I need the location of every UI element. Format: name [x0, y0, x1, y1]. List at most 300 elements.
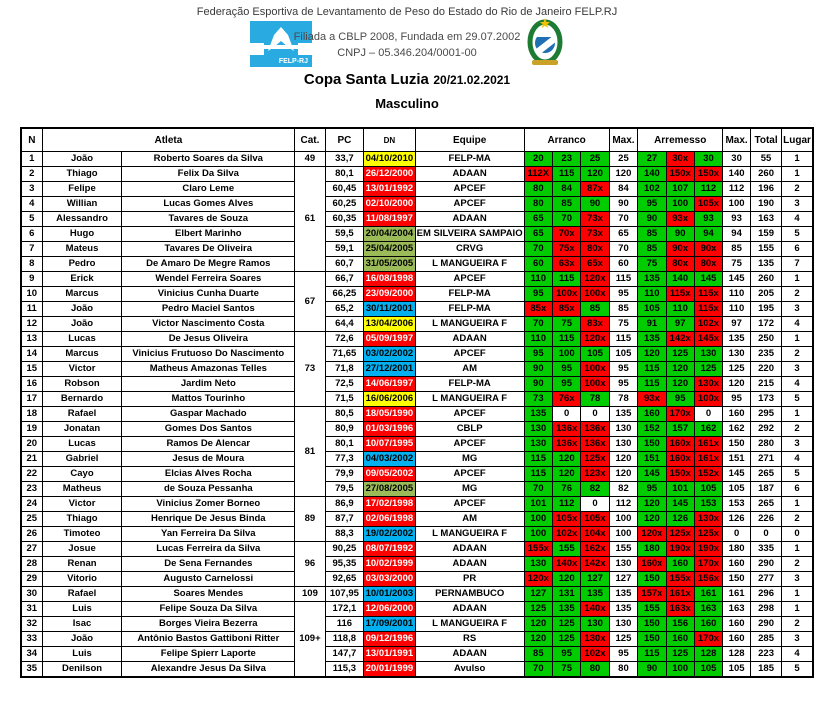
table-row [21, 197, 813, 212]
bodyweight-cell: 80,5 [325, 407, 363, 422]
athlete-last-name: De Jesus Oliveira [122, 332, 295, 347]
cleanjerk-attempt-3: 30 [694, 152, 722, 167]
snatch-attempt-3: 120 [581, 167, 609, 182]
team-cell: EM SILVEIRA SAMPAIO [415, 227, 524, 242]
place-cell: 1 [782, 602, 813, 617]
total-cell: 190 [751, 197, 782, 212]
bodyweight-cell: 65,2 [325, 302, 363, 317]
snatch-attempt-2: 84 [553, 182, 581, 197]
team-cell: L MANGUEIRA F [415, 527, 524, 542]
header-row [21, 128, 813, 152]
cleanjerk-attempt-3: 130 [694, 347, 722, 362]
bodyweight-cell: 72,5 [325, 377, 363, 392]
place-cell: 3 [782, 632, 813, 647]
birthdate-cell: 17/02/1998 [364, 497, 416, 512]
athlete-first-name: Vitorio [42, 572, 122, 587]
athlete-last-name: Mattos Tourinho [122, 392, 295, 407]
birthdate-cell: 03/02/2002 [364, 347, 416, 362]
snatch-attempt-2: 115 [553, 332, 581, 347]
athlete-last-name: Vinicius Cunha Duarte [122, 287, 295, 302]
place-cell: 3 [782, 437, 813, 452]
place-cell: 1 [782, 587, 813, 602]
snatch-attempt-1: 70 [524, 242, 552, 257]
bodyweight-cell: 118,8 [325, 632, 363, 647]
cleanjerk-attempt-3: 170x [694, 557, 722, 572]
snatch-attempt-1: 100 [524, 512, 552, 527]
snatch-attempt-3: 125x [581, 452, 609, 467]
bodyweight-cell: 71,8 [325, 362, 363, 377]
bodyweight-cell: 115,3 [325, 662, 363, 678]
team-cell: ADAAN [415, 557, 524, 572]
athlete-last-name: Vinicius Zomer Borneo [122, 497, 295, 512]
table-row [21, 407, 813, 422]
snatch-attempt-2: 120 [553, 572, 581, 587]
cleanjerk-attempt-2: 120 [666, 377, 694, 392]
athlete-last-name: Vinicius Frutuoso Do Nascimento [122, 347, 295, 362]
snatch-attempt-2: 131 [553, 587, 581, 602]
birthdate-cell: 11/08/1997 [364, 212, 416, 227]
birthdate-cell: 13/04/2006 [364, 317, 416, 332]
table-row [21, 602, 813, 617]
total-cell: 135 [751, 257, 782, 272]
cleanjerk-attempt-1: 120x [638, 527, 666, 542]
team-cell: PERNAMBUCO [415, 587, 524, 602]
birthdate-cell: 02/06/1998 [364, 512, 416, 527]
athlete-last-name: Victor Nascimento Costa [122, 317, 295, 332]
cleanjerk-attempt-2: 160x [666, 437, 694, 452]
snatch-attempt-1: 95 [524, 347, 552, 362]
cleanjerk-attempt-2: 125x [666, 527, 694, 542]
cleanjerk-attempt-1: 95 [638, 482, 666, 497]
athlete-last-name: Augusto Carnelossi [122, 572, 295, 587]
cleanjerk-max-cell: 105 [723, 662, 751, 678]
snatch-attempt-3: 90 [581, 197, 609, 212]
total-cell: 205 [751, 287, 782, 302]
total-cell: 335 [751, 542, 782, 557]
athlete-first-name: Robson [42, 377, 122, 392]
snatch-attempt-3: 100x [581, 362, 609, 377]
place-cell: 1 [782, 332, 813, 347]
affiliation-line: Filiada a CBLP 2008, Fundada em 29.07.2002 [293, 31, 521, 43]
cleanjerk-attempt-3: 105 [694, 482, 722, 497]
team-cell: FELP-MA [415, 377, 524, 392]
cleanjerk-max-cell: 161 [723, 587, 751, 602]
snatch-attempt-3: 100x [581, 377, 609, 392]
athlete-first-name: Felipe [42, 182, 122, 197]
cleanjerk-attempt-3: 80x [694, 257, 722, 272]
total-cell: 220 [751, 362, 782, 377]
table-row [21, 242, 813, 257]
row-number: 26 [21, 527, 42, 542]
bodyweight-cell: 66,25 [325, 287, 363, 302]
snatch-attempt-1: 70 [524, 482, 552, 497]
birthdate-cell: 27/12/2001 [364, 362, 416, 377]
category-cell: 61 [295, 167, 326, 272]
snatch-attempt-2: 140x [553, 557, 581, 572]
table-row [21, 392, 813, 407]
place-cell: 5 [782, 467, 813, 482]
snatch-attempt-3: 136x [581, 437, 609, 452]
snatch-attempt-1: 101 [524, 497, 552, 512]
cleanjerk-attempt-2: 170x [666, 407, 694, 422]
athlete-last-name: Yan Ferreira Da Silva [122, 527, 295, 542]
team-cell: CRVG [415, 242, 524, 257]
snatch-max-cell: 105 [609, 347, 638, 362]
row-number: 13 [21, 332, 42, 347]
place-cell: 1 [782, 497, 813, 512]
athlete-last-name: de Souza Pessanha [122, 482, 295, 497]
birthdate-cell: 14/06/1997 [364, 377, 416, 392]
cleanjerk-max-cell: 153 [723, 497, 751, 512]
snatch-attempt-2: 115 [553, 272, 581, 287]
row-number: 4 [21, 197, 42, 212]
team-cell: L MANGUEIRA F [415, 392, 524, 407]
cleanjerk-attempt-3: 115x [694, 302, 722, 317]
total-cell: 235 [751, 347, 782, 362]
cleanjerk-attempt-1: 91 [638, 317, 666, 332]
cleanjerk-max-cell: 162 [723, 422, 751, 437]
athlete-first-name: João [42, 152, 122, 167]
cleanjerk-attempt-2: 160 [666, 557, 694, 572]
athlete-first-name: Hugo [42, 227, 122, 242]
snatch-attempt-1: 73 [524, 392, 552, 407]
cleanjerk-attempt-1: 120 [638, 347, 666, 362]
cleanjerk-attempt-3: 163 [694, 602, 722, 617]
team-cell: ADAAN [415, 167, 524, 182]
row-number: 9 [21, 272, 42, 287]
athlete-first-name: Thiago [42, 512, 122, 527]
row-number: 19 [21, 422, 42, 437]
row-number: 7 [21, 242, 42, 257]
snatch-attempt-2: 70x [553, 227, 581, 242]
bodyweight-cell: 79,9 [325, 467, 363, 482]
cleanjerk-attempt-1: 115 [638, 377, 666, 392]
cleanjerk-attempt-1: 95 [638, 197, 666, 212]
athlete-first-name: João [42, 317, 122, 332]
bodyweight-cell: 59,5 [325, 227, 363, 242]
cleanjerk-attempt-1: 180 [638, 542, 666, 557]
table-row [21, 587, 813, 602]
team-cell: APCEF [415, 497, 524, 512]
cleanjerk-attempt-1: 90 [638, 662, 666, 678]
cleanjerk-attempt-2: 93x [666, 212, 694, 227]
row-number: 30 [21, 587, 42, 602]
snatch-attempt-2: 112 [553, 497, 581, 512]
bodyweight-cell: 60,35 [325, 212, 363, 227]
cleanjerk-attempt-1: 120 [638, 497, 666, 512]
cnpj-line: CNPJ – 05.346.204/0001-00 [337, 46, 477, 59]
snatch-attempt-3: 83x [581, 317, 609, 332]
bodyweight-cell: 66,7 [325, 272, 363, 287]
cleanjerk-attempt-1: 152 [638, 422, 666, 437]
cleanjerk-max-cell: 110 [723, 287, 751, 302]
table-row [21, 542, 813, 557]
athlete-last-name: Ramos De Alencar [122, 437, 295, 452]
snatch-attempt-3: 87x [581, 182, 609, 197]
cleanjerk-attempt-3: 130x [694, 377, 722, 392]
cleanjerk-max-cell: 180 [723, 542, 751, 557]
team-cell: ADAAN [415, 647, 524, 662]
row-number: 28 [21, 557, 42, 572]
svg-text:FELP-RJ: FELP-RJ [278, 58, 308, 65]
cleanjerk-attempt-1: 150 [638, 572, 666, 587]
snatch-attempt-3: 136x [581, 422, 609, 437]
snatch-attempt-3: 73x [581, 227, 609, 242]
snatch-attempt-2: 63x [553, 257, 581, 272]
cleanjerk-max-cell: 95 [723, 392, 751, 407]
total-cell: 195 [751, 302, 782, 317]
snatch-attempt-3: 105 [581, 347, 609, 362]
snatch-attempt-3: 140x [581, 602, 609, 617]
snatch-max-cell: 95 [609, 362, 638, 377]
athlete-last-name: Elcias Alves Rocha [122, 467, 295, 482]
cleanjerk-max-cell: 163 [723, 602, 751, 617]
athlete-first-name: Mateus [42, 242, 122, 257]
athlete-last-name: Pedro Maciel Santos [122, 302, 295, 317]
total-cell: 163 [751, 212, 782, 227]
place-cell: 5 [782, 392, 813, 407]
total-cell: 196 [751, 182, 782, 197]
total-cell: 226 [751, 512, 782, 527]
bodyweight-cell: 79,5 [325, 482, 363, 497]
cleanjerk-attempt-1: 85 [638, 227, 666, 242]
snatch-max-cell: 90 [609, 197, 638, 212]
snatch-attempt-3: 123x [581, 467, 609, 482]
snatch-attempt-3: 130x [581, 632, 609, 647]
snatch-max-cell: 130 [609, 437, 638, 452]
cleanjerk-attempt-1: 115 [638, 362, 666, 377]
row-number: 24 [21, 497, 42, 512]
row-number: 17 [21, 392, 42, 407]
cleanjerk-attempt-3: 162 [694, 422, 722, 437]
team-cell: L MANGUEIRA F [415, 317, 524, 332]
athlete-last-name: Soares Mendes [122, 587, 295, 602]
snatch-max-cell: 135 [609, 587, 638, 602]
birthdate-cell: 19/02/2002 [364, 527, 416, 542]
snatch-attempt-2: 136x [553, 437, 581, 452]
snatch-attempt-1: 90 [524, 362, 552, 377]
team-cell: ADAAN [415, 602, 524, 617]
athlete-last-name: Jardim Neto [122, 377, 295, 392]
cleanjerk-max-cell: 110 [723, 302, 751, 317]
snatch-attempt-3: 102x [581, 647, 609, 662]
cleanjerk-attempt-2: 155x [666, 572, 694, 587]
place-cell: 6 [782, 482, 813, 497]
col-header-cleanjerk: Arremesso [638, 128, 723, 152]
cleanjerk-max-cell: 130 [723, 347, 751, 362]
cleanjerk-attempt-2: 100 [666, 197, 694, 212]
cleanjerk-attempt-3: 145x [694, 332, 722, 347]
athlete-last-name: Felipe Souza Da Silva [122, 602, 295, 617]
cleanjerk-attempt-1: 145 [638, 467, 666, 482]
snatch-attempt-1: 120x [524, 572, 552, 587]
bodyweight-cell: 72,6 [325, 332, 363, 347]
cleanjerk-attempt-2: 125 [666, 347, 694, 362]
bodyweight-cell: 107,95 [325, 587, 363, 602]
col-header-total: Total [751, 128, 782, 152]
cleanjerk-attempt-3: 161x [694, 452, 722, 467]
row-number: 29 [21, 572, 42, 587]
snatch-attempt-2: 70 [553, 212, 581, 227]
birthdate-cell: 27/08/2005 [364, 482, 416, 497]
cleanjerk-attempt-2: 157 [666, 422, 694, 437]
bodyweight-cell: 60,7 [325, 257, 363, 272]
row-number: 31 [21, 602, 42, 617]
athlete-last-name: Felix Da Silva [122, 167, 295, 182]
team-cell: ADAAN [415, 212, 524, 227]
birthdate-cell: 08/07/1992 [364, 542, 416, 557]
cleanjerk-attempt-2: 140 [666, 272, 694, 287]
team-cell: APCEF [415, 467, 524, 482]
snatch-attempt-2: 135 [553, 602, 581, 617]
athlete-first-name: Gabriel [42, 452, 122, 467]
cleanjerk-attempt-1: 93x [638, 392, 666, 407]
cleanjerk-attempt-2: 97 [666, 317, 694, 332]
cleanjerk-attempt-2: 161x [666, 587, 694, 602]
snatch-max-cell: 85 [609, 302, 638, 317]
team-cell: AM [415, 512, 524, 527]
category-cell: 89 [295, 497, 326, 542]
snatch-attempt-3: 78 [581, 392, 609, 407]
athlete-last-name: Elbert Marinho [122, 227, 295, 242]
snatch-attempt-3: 0 [581, 407, 609, 422]
team-cell: APCEF [415, 407, 524, 422]
athlete-first-name: Willian [42, 197, 122, 212]
cleanjerk-attempt-3: 150x [694, 167, 722, 182]
snatch-max-cell: 120 [609, 467, 638, 482]
snatch-attempt-1: 70 [524, 317, 552, 332]
table-row [21, 662, 813, 678]
category-cell: 81 [295, 407, 326, 497]
cleanjerk-attempt-2: 125 [666, 647, 694, 662]
snatch-attempt-2: 95 [553, 377, 581, 392]
snatch-max-cell: 84 [609, 182, 638, 197]
cleanjerk-attempt-2: 90x [666, 242, 694, 257]
snatch-attempt-1: 90 [524, 377, 552, 392]
cleanjerk-max-cell: 160 [723, 407, 751, 422]
birthdate-cell: 10/01/2003 [364, 587, 416, 602]
birthdate-cell: 10/02/1999 [364, 557, 416, 572]
cleanjerk-attempt-3: 170x [694, 632, 722, 647]
row-number: 11 [21, 302, 42, 317]
cleanjerk-max-cell: 105 [723, 482, 751, 497]
place-cell: 6 [782, 242, 813, 257]
place-cell: 4 [782, 647, 813, 662]
cleanjerk-attempt-3: 105x [694, 197, 722, 212]
bodyweight-cell: 86,9 [325, 497, 363, 512]
snatch-attempt-1: 120 [524, 617, 552, 632]
team-cell: PR [415, 572, 524, 587]
table-row [21, 212, 813, 227]
total-cell: 55 [751, 152, 782, 167]
place-cell: 1 [782, 152, 813, 167]
snatch-attempt-2: 120 [553, 467, 581, 482]
team-cell: CBLP [415, 422, 524, 437]
team-cell: RS [415, 632, 524, 647]
athlete-last-name: De Amaro De Megre Ramos [122, 257, 295, 272]
athlete-first-name: Rafael [42, 587, 122, 602]
cleanjerk-attempt-1: 120 [638, 512, 666, 527]
snatch-attempt-3: 120x [581, 272, 609, 287]
snatch-attempt-1: 110 [524, 332, 552, 347]
table-row [21, 227, 813, 242]
cleanjerk-attempt-1: 135 [638, 332, 666, 347]
table-row [21, 317, 813, 332]
row-number: 8 [21, 257, 42, 272]
place-cell: 3 [782, 362, 813, 377]
snatch-attempt-1: 115 [524, 467, 552, 482]
category-cell: 73 [295, 332, 326, 407]
snatch-max-cell: 100 [609, 512, 638, 527]
cleanjerk-max-cell: 135 [723, 332, 751, 347]
col-header-bodyweight: PC [325, 128, 363, 152]
snatch-attempt-1: 65 [524, 212, 552, 227]
cleanjerk-attempt-2: 80x [666, 257, 694, 272]
athlete-last-name: Lucas Gomes Alves [122, 197, 295, 212]
snatch-max-cell: 80 [609, 662, 638, 678]
athlete-first-name: Erick [42, 272, 122, 287]
cleanjerk-attempt-1: 155 [638, 602, 666, 617]
table-row [21, 467, 813, 482]
snatch-attempt-1: 125 [524, 602, 552, 617]
snatch-attempt-2: 76x [553, 392, 581, 407]
row-number: 2 [21, 167, 42, 182]
row-number: 5 [21, 212, 42, 227]
bodyweight-cell: 33,7 [325, 152, 363, 167]
col-header-birthdate: DN [364, 128, 416, 152]
athlete-last-name: Alexandre Jesus Da Silva [122, 662, 295, 678]
birthdate-cell: 20/01/1999 [364, 662, 416, 678]
athlete-first-name: Luis [42, 602, 122, 617]
snatch-max-cell: 155 [609, 542, 638, 557]
total-cell: 290 [751, 617, 782, 632]
snatch-max-cell: 70 [609, 242, 638, 257]
athlete-first-name: Matheus [42, 482, 122, 497]
snatch-max-cell: 135 [609, 407, 638, 422]
bodyweight-cell: 80,9 [325, 422, 363, 437]
competition-title: Copa Santa Luzia [303, 71, 429, 88]
cleanjerk-attempt-2: 160 [666, 632, 694, 647]
cleanjerk-max-cell: 100 [723, 197, 751, 212]
cleanjerk-attempt-3: 190x [694, 542, 722, 557]
snatch-max-cell: 95 [609, 287, 638, 302]
birthdate-cell: 03/03/2000 [364, 572, 416, 587]
snatch-attempt-1: 130 [524, 557, 552, 572]
birthdate-cell: 20/04/2004 [364, 227, 416, 242]
row-number: 33 [21, 632, 42, 647]
team-cell: APCEF [415, 182, 524, 197]
cleanjerk-max-cell: 140 [723, 167, 751, 182]
cleanjerk-max-cell: 112 [723, 182, 751, 197]
total-cell: 292 [751, 422, 782, 437]
cleanjerk-attempt-1: 150 [638, 617, 666, 632]
snatch-attempt-1: 120 [524, 632, 552, 647]
cleanjerk-attempt-2: 90 [666, 227, 694, 242]
col-header-snatch: Arranco [524, 128, 609, 152]
cleanjerk-attempt-1: 75 [638, 257, 666, 272]
snatch-attempt-2: 95 [553, 647, 581, 662]
snatch-max-cell: 82 [609, 482, 638, 497]
athlete-last-name: Henrique De Jesus Binda [122, 512, 295, 527]
table-row [21, 152, 813, 167]
col-header-cleanjerk-max: Max. [723, 128, 751, 152]
col-header-category: Cat. [295, 128, 326, 152]
snatch-attempt-2: 100x [553, 287, 581, 302]
cleanjerk-max-cell: 128 [723, 647, 751, 662]
row-number: 16 [21, 377, 42, 392]
birthdate-cell: 10/07/1995 [364, 437, 416, 452]
snatch-max-cell: 130 [609, 617, 638, 632]
